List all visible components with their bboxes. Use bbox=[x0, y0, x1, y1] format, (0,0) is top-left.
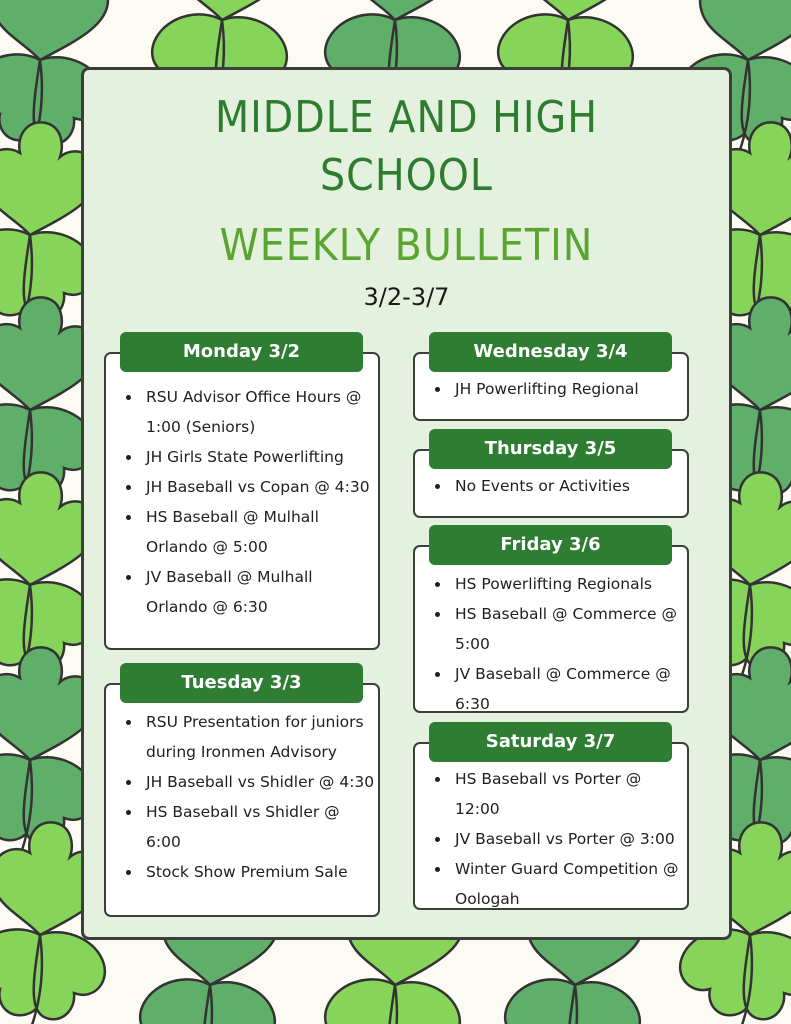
list-item: • JH Baseball vs Shidler @ 4:30 bbox=[142, 767, 378, 797]
list-item: • No Events or Activities bbox=[451, 471, 687, 501]
list-item: • RSU Advisor Office Hours @ 1:00 (Seniors) bbox=[142, 382, 378, 442]
list-item: • Winter Guard Competition @ Oologah bbox=[451, 854, 687, 914]
saturday-list bbox=[415, 764, 687, 914]
friday-list bbox=[415, 569, 687, 719]
list-item: • HS Baseball @ Mulhall Orlando @ 5:00 bbox=[142, 502, 378, 562]
friday-card bbox=[413, 545, 689, 713]
tuesday-header: Tuesday 3/3 bbox=[120, 663, 363, 703]
tuesday-list bbox=[106, 707, 378, 887]
monday-header: Monday 3/2 bbox=[120, 332, 363, 372]
list-item: • RSU Presentation for juniors during Ironmen Advisory bbox=[142, 707, 378, 767]
list-item: • HS Powerlifting Regionals bbox=[451, 569, 687, 599]
tuesday-card bbox=[104, 683, 380, 917]
monday-list bbox=[106, 382, 378, 622]
saturday-card bbox=[413, 742, 689, 910]
date-range: 3/2-3/7 bbox=[363, 283, 450, 311]
page-subtitle: WEEKLY BULLETIN bbox=[219, 220, 594, 271]
wednesday-header: Wednesday 3/4 bbox=[429, 332, 672, 372]
list-item: • JV Baseball vs Porter @ 3:00 bbox=[451, 824, 687, 854]
list-item: • JH Powerlifting Regional bbox=[451, 374, 687, 404]
friday-header: Friday 3/6 bbox=[429, 525, 672, 565]
saturday-header: Saturday 3/7 bbox=[429, 722, 672, 762]
list-item: • JV Baseball @ Commerce @ 6:30 bbox=[451, 659, 687, 719]
list-item: • Stock Show Premium Sale bbox=[142, 857, 378, 887]
list-item: • HS Baseball vs Porter @ 12:00 bbox=[451, 764, 687, 824]
list-item: • JH Baseball vs Copan @ 4:30 bbox=[142, 472, 378, 502]
wednesday-list bbox=[415, 374, 687, 404]
monday-card bbox=[104, 352, 380, 650]
list-item: • HS Baseball vs Shidler @ 6:00 bbox=[142, 797, 378, 857]
thursday-list bbox=[415, 471, 687, 501]
list-item: • HS Baseball @ Commerce @ 5:00 bbox=[451, 599, 687, 659]
list-item: • JV Baseball @ Mulhall Orlando @ 6:30 bbox=[142, 562, 378, 622]
page-title-line-2: SCHOOL bbox=[320, 150, 493, 201]
thursday-header: Thursday 3/5 bbox=[429, 429, 672, 469]
list-item: • JH Girls State Powerlifting bbox=[142, 442, 378, 472]
page-title-line-1: MIDDLE AND HIGH bbox=[214, 92, 599, 143]
